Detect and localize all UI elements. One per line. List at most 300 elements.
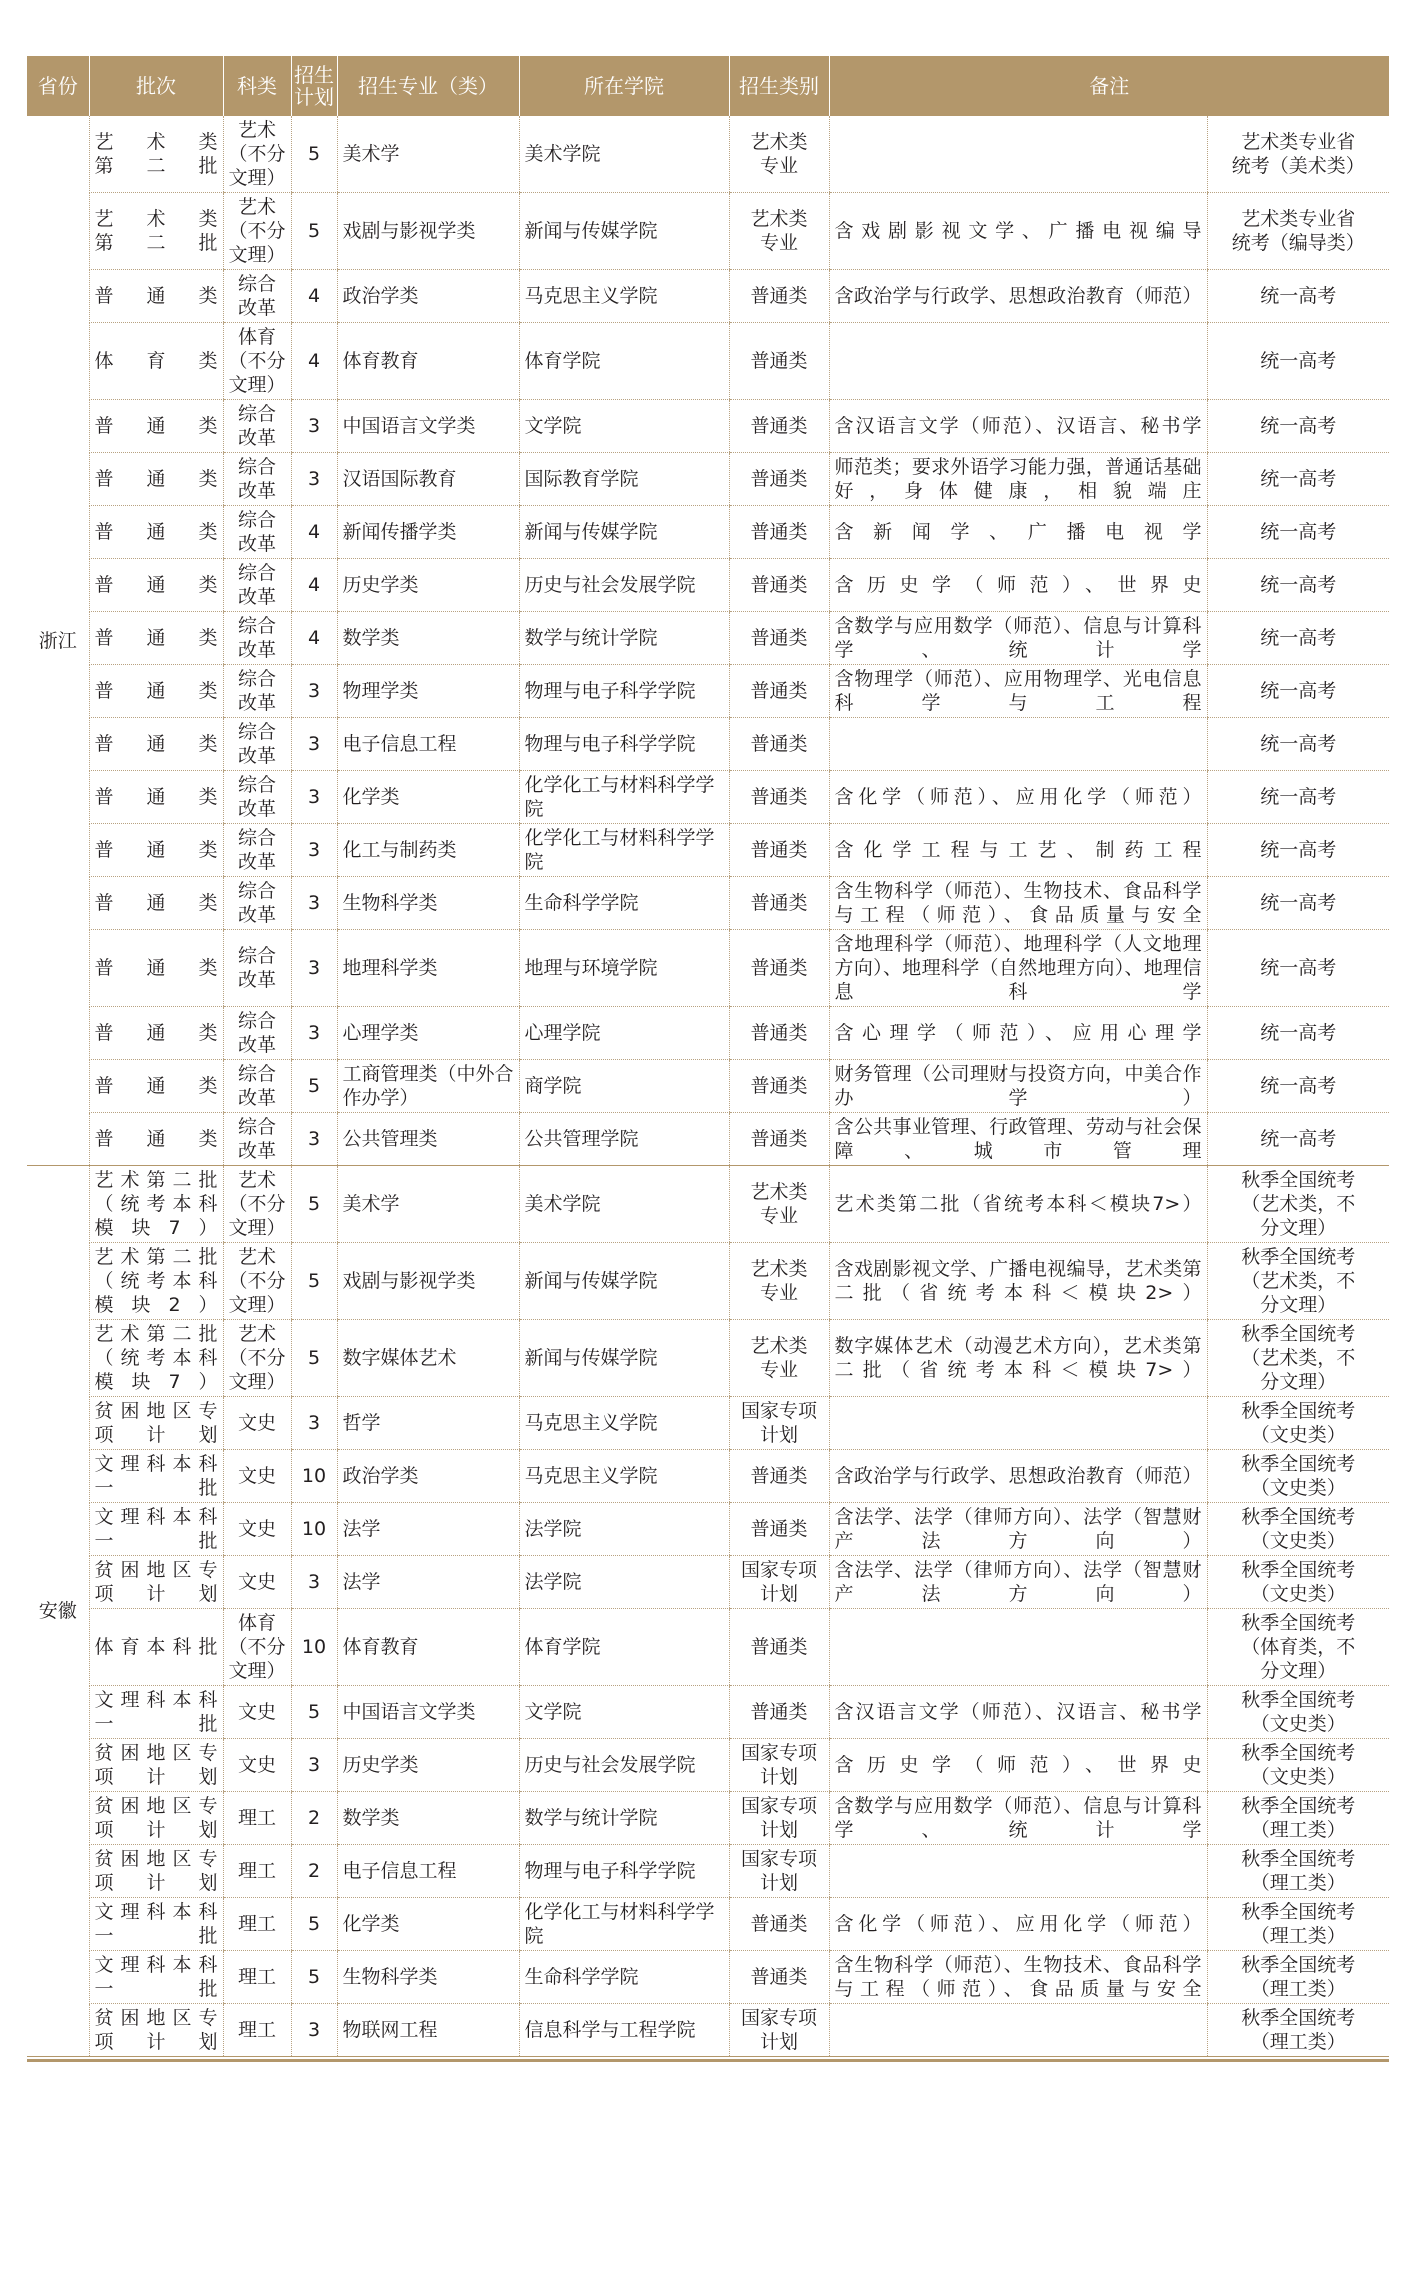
cell-major: 工商管理类（中外合作办学） [337,1060,519,1113]
cell-category: 普通类 [729,400,829,453]
cell-note: 含心理学（师范）、应用心理学 [829,1007,1207,1060]
cell-exam-type: 秋季全国统考 （理工类） [1207,1898,1389,1951]
cell-plan: 3 [291,665,337,718]
cell-college: 商学院 [519,1060,729,1113]
cell-note: 含数学与应用数学（师范）、信息与计算科学、统计学 [829,612,1207,665]
table-row [27,1503,1389,1556]
cell-major: 美术学 [337,1166,519,1243]
cell-note: 含地理科学（师范）、地理科学（人文地理方向）、地理科学（自然地理方向）、地理信息科学 [829,930,1207,1007]
cell-category: 普通类 [729,771,829,824]
cell-category: 普通类 [729,453,829,506]
cell-subject: 综合 改革 [223,665,291,718]
cell-note [829,323,1207,400]
cell-college: 历史与社会发展学院 [519,1739,729,1792]
cell-college: 文学院 [519,1686,729,1739]
cell-major: 物联网工程 [337,2004,519,2057]
cell-major: 历史学类 [337,1739,519,1792]
cell-plan: 5 [291,1686,337,1739]
table-row [27,453,1389,506]
table-row [27,1686,1389,1739]
cell-subject: 艺术 （不分 文理） [223,1243,291,1320]
cell-major: 戏剧与影视学类 [337,193,519,270]
cell-subject: 文史 [223,1556,291,1609]
cell-subject: 综合 改革 [223,1113,291,1166]
cell-batch: 普通类 [89,930,223,1007]
cell-subject: 理工 [223,1951,291,2004]
cell-college: 国际教育学院 [519,453,729,506]
cell-category: 艺术类 专业 [729,1243,829,1320]
cell-batch: 艺术第二批 （统考本科 模块7） [89,1320,223,1397]
cell-batch: 普通类 [89,506,223,559]
cell-category: 国家专项 计划 [729,1792,829,1845]
cell-subject: 综合 改革 [223,771,291,824]
table-header-row [27,56,1389,116]
cell-batch: 体育类 [89,323,223,400]
cell-plan: 10 [291,1450,337,1503]
cell-batch: 普通类 [89,270,223,323]
cell-note: 含汉语言文学（师范）、汉语言、秘书学 [829,400,1207,453]
cell-exam-type: 秋季全国统考 （文史类） [1207,1503,1389,1556]
table-row [27,1007,1389,1060]
cell-plan: 5 [291,193,337,270]
table-row [27,400,1389,453]
cell-subject: 艺术 （不分 文理） [223,116,291,193]
table-row [27,1060,1389,1113]
cell-subject: 文史 [223,1503,291,1556]
cell-note: 含历史学（师范）、世界史 [829,1739,1207,1792]
cell-subject: 综合 改革 [223,559,291,612]
cell-major: 历史学类 [337,559,519,612]
cell-exam-type: 统一高考 [1207,930,1389,1007]
cell-subject: 综合 改革 [223,1007,291,1060]
cell-exam-type: 秋季全国统考 （理工类） [1207,2004,1389,2057]
cell-major: 物理学类 [337,665,519,718]
cell-category: 国家专项 计划 [729,1739,829,1792]
cell-plan: 4 [291,559,337,612]
cell-college: 美术学院 [519,116,729,193]
cell-batch: 普通类 [89,1060,223,1113]
cell-plan: 4 [291,323,337,400]
cell-college: 法学院 [519,1556,729,1609]
cell-category: 普通类 [729,1450,829,1503]
cell-category: 普通类 [729,877,829,930]
header-batch: 批次 [89,56,223,116]
cell-plan: 4 [291,506,337,559]
cell-batch: 艺术类 第二批 [89,193,223,270]
cell-plan: 5 [291,1243,337,1320]
cell-major: 电子信息工程 [337,718,519,771]
cell-plan: 5 [291,116,337,193]
table-row [27,612,1389,665]
cell-plan: 2 [291,1792,337,1845]
header-province: 省份 [27,56,89,116]
cell-subject: 综合 改革 [223,824,291,877]
table-row [27,116,1389,193]
cell-plan: 5 [291,1166,337,1243]
cell-batch: 贫困地区专 项计划 [89,1739,223,1792]
cell-note: 财务管理（公司理财与投资方向，中美合作办学） [829,1060,1207,1113]
cell-batch: 普通类 [89,559,223,612]
cell-major: 汉语国际教育 [337,453,519,506]
cell-major: 生物科学类 [337,877,519,930]
cell-college: 体育学院 [519,1609,729,1686]
header-plan: 招生 计划 [291,56,337,116]
cell-major: 数学类 [337,612,519,665]
cell-note: 含历史学（师范）、世界史 [829,559,1207,612]
table-row [27,1166,1389,1243]
cell-note: 含生物科学（师范）、生物技术、食品科学与工程（师范）、食品质量与安全 [829,877,1207,930]
cell-batch: 文理科本科 一批 [89,1686,223,1739]
cell-category: 艺术类 专业 [729,1166,829,1243]
table-row [27,1898,1389,1951]
cell-exam-type: 统一高考 [1207,453,1389,506]
cell-college: 数学与统计学院 [519,1792,729,1845]
cell-college: 体育学院 [519,323,729,400]
cell-exam-type: 统一高考 [1207,824,1389,877]
table-row [27,877,1389,930]
cell-major: 电子信息工程 [337,1845,519,1898]
cell-batch: 文理科本科 一批 [89,1503,223,1556]
table-row [27,1556,1389,1609]
table-row [27,1951,1389,2004]
cell-note: 含法学、法学（律师方向）、法学（智慧财产法方向） [829,1503,1207,1556]
cell-category: 普通类 [729,1060,829,1113]
cell-major: 中国语言文学类 [337,400,519,453]
cell-category: 普通类 [729,1609,829,1686]
cell-subject: 文史 [223,1450,291,1503]
cell-major: 体育教育 [337,1609,519,1686]
cell-major: 公共管理类 [337,1113,519,1166]
cell-subject: 文史 [223,1397,291,1450]
cell-note: 含化学（师范）、应用化学（师范） [829,771,1207,824]
cell-major: 生物科学类 [337,1951,519,2004]
cell-college: 美术学院 [519,1166,729,1243]
cell-batch: 文理科本科 一批 [89,1450,223,1503]
cell-batch: 艺术第二批 （统考本科 模块7） [89,1166,223,1243]
cell-exam-type: 统一高考 [1207,718,1389,771]
cell-category: 艺术类 专业 [729,1320,829,1397]
cell-batch: 普通类 [89,877,223,930]
table-row [27,771,1389,824]
cell-category: 普通类 [729,612,829,665]
cell-note: 数字媒体艺术（动漫艺术方向），艺术类第二批（省统考本科＜模块7>） [829,1320,1207,1397]
table-row [27,270,1389,323]
table-row [27,1450,1389,1503]
cell-college: 新闻与传媒学院 [519,1243,729,1320]
cell-college: 法学院 [519,1503,729,1556]
cell-college: 马克思主义学院 [519,270,729,323]
cell-category: 普通类 [729,930,829,1007]
cell-exam-type: 秋季全国统考 （理工类） [1207,1951,1389,2004]
cell-subject: 综合 改革 [223,718,291,771]
cell-plan: 3 [291,824,337,877]
cell-province: 浙江 [27,116,89,1166]
cell-category: 普通类 [729,1007,829,1060]
cell-major: 法学 [337,1556,519,1609]
cell-plan: 5 [291,1060,337,1113]
table-row [27,1609,1389,1686]
cell-category: 国家专项 计划 [729,2004,829,2057]
cell-plan: 3 [291,1113,337,1166]
cell-major: 中国语言文学类 [337,1686,519,1739]
cell-major: 政治学类 [337,270,519,323]
cell-batch: 贫困地区专 项计划 [89,2004,223,2057]
cell-college: 新闻与传媒学院 [519,193,729,270]
cell-category: 普通类 [729,824,829,877]
cell-major: 法学 [337,1503,519,1556]
cell-plan: 10 [291,1503,337,1556]
table-row [27,1792,1389,1845]
cell-category: 普通类 [729,1951,829,2004]
cell-exam-type: 秋季全国统考 （文史类） [1207,1397,1389,1450]
cell-note: 含化学工程与工艺、制药工程 [829,824,1207,877]
cell-batch: 普通类 [89,1113,223,1166]
cell-college: 马克思主义学院 [519,1450,729,1503]
cell-college: 信息科学与工程学院 [519,2004,729,2057]
cell-exam-type: 统一高考 [1207,612,1389,665]
cell-subject: 体育 （不分 文理） [223,1609,291,1686]
cell-major: 戏剧与影视学类 [337,1243,519,1320]
cell-subject: 综合 改革 [223,1060,291,1113]
cell-note: 含戏剧影视文学、广播电视编导，艺术类第二批（省统考本科＜模块2>） [829,1243,1207,1320]
table-row [27,1845,1389,1898]
cell-exam-type: 统一高考 [1207,1007,1389,1060]
cell-note: 含新闻学、广播电视学 [829,506,1207,559]
cell-exam-type: 统一高考 [1207,323,1389,400]
cell-subject: 艺术 （不分 文理） [223,193,291,270]
cell-note [829,718,1207,771]
cell-note [829,1609,1207,1686]
table-row [27,1320,1389,1397]
cell-major: 数字媒体艺术 [337,1320,519,1397]
table-row [27,2004,1389,2057]
cell-subject: 综合 改革 [223,877,291,930]
cell-subject: 艺术 （不分 文理） [223,1166,291,1243]
cell-plan: 4 [291,612,337,665]
cell-subject: 艺术 （不分 文理） [223,1320,291,1397]
header-note: 备注 [829,56,1389,116]
cell-plan: 3 [291,453,337,506]
cell-college: 地理与环境学院 [519,930,729,1007]
cell-college: 化学化工与材料科学学院 [519,824,729,877]
cell-category: 国家专项 计划 [729,1397,829,1450]
cell-subject: 理工 [223,1792,291,1845]
cell-exam-type: 统一高考 [1207,400,1389,453]
cell-plan: 4 [291,270,337,323]
cell-subject: 理工 [223,2004,291,2057]
cell-college: 数学与统计学院 [519,612,729,665]
table-row [27,930,1389,1007]
cell-exam-type: 秋季全国统考 （文史类） [1207,1739,1389,1792]
cell-batch: 艺术第二批 （统考本科 模块2） [89,1243,223,1320]
cell-category: 普通类 [729,559,829,612]
cell-exam-type: 艺术类专业省 统考（美术类） [1207,116,1389,193]
cell-major: 新闻传播学类 [337,506,519,559]
cell-category: 普通类 [729,506,829,559]
cell-exam-type: 统一高考 [1207,1060,1389,1113]
header-major: 招生专业（类） [337,56,519,116]
cell-subject: 综合 改革 [223,453,291,506]
cell-plan: 3 [291,877,337,930]
table-row [27,323,1389,400]
cell-college: 物理与电子科学学院 [519,718,729,771]
cell-major: 美术学 [337,116,519,193]
cell-plan: 3 [291,1397,337,1450]
cell-category: 艺术类 专业 [729,116,829,193]
cell-batch: 贫困地区专 项计划 [89,1397,223,1450]
cell-batch: 贫困地区专 项计划 [89,1845,223,1898]
cell-plan: 3 [291,2004,337,2057]
cell-exam-type: 统一高考 [1207,559,1389,612]
cell-major: 哲学 [337,1397,519,1450]
cell-batch: 普通类 [89,665,223,718]
cell-batch: 普通类 [89,1007,223,1060]
cell-college: 化学化工与材料科学学院 [519,1898,729,1951]
cell-category: 国家专项 计划 [729,1556,829,1609]
cell-exam-type: 统一高考 [1207,771,1389,824]
cell-batch: 贫困地区专 项计划 [89,1792,223,1845]
cell-subject: 综合 改革 [223,612,291,665]
cell-subject: 综合 改革 [223,400,291,453]
cell-subject: 文史 [223,1739,291,1792]
cell-major: 化学类 [337,771,519,824]
cell-exam-type: 统一高考 [1207,1113,1389,1166]
cell-batch: 文理科本科 一批 [89,1898,223,1951]
cell-note [829,1397,1207,1450]
cell-exam-type: 秋季全国统考 （艺术类，不 分文理） [1207,1243,1389,1320]
table-row [27,718,1389,771]
cell-category: 国家专项 计划 [729,1845,829,1898]
cell-plan: 10 [291,1609,337,1686]
cell-note: 含公共事业管理、行政管理、劳动与社会保障、城市管理 [829,1113,1207,1166]
cell-batch: 艺术类 第二批 [89,116,223,193]
table-row [27,506,1389,559]
cell-exam-type: 秋季全国统考 （文史类） [1207,1686,1389,1739]
cell-exam-type: 秋季全国统考 （艺术类，不 分文理） [1207,1166,1389,1243]
cell-college: 马克思主义学院 [519,1397,729,1450]
cell-category: 普通类 [729,1686,829,1739]
cell-subject: 理工 [223,1845,291,1898]
cell-exam-type: 秋季全国统考 （理工类） [1207,1792,1389,1845]
cell-batch: 普通类 [89,612,223,665]
cell-note: 含数学与应用数学（师范）、信息与计算科学、统计学 [829,1792,1207,1845]
cell-subject: 综合 改革 [223,930,291,1007]
cell-college: 公共管理学院 [519,1113,729,1166]
table-row [27,1113,1389,1166]
cell-plan: 3 [291,400,337,453]
cell-major: 政治学类 [337,1450,519,1503]
cell-plan: 5 [291,1320,337,1397]
cell-note: 含汉语言文学（师范）、汉语言、秘书学 [829,1686,1207,1739]
cell-note [829,2004,1207,2057]
table-row [27,824,1389,877]
cell-batch: 普通类 [89,718,223,771]
table-bottom-rule [27,2059,1389,2062]
cell-batch: 文理科本科 一批 [89,1951,223,2004]
admissions-table [27,56,1389,2057]
cell-plan: 5 [291,1898,337,1951]
cell-batch: 普通类 [89,453,223,506]
cell-exam-type: 统一高考 [1207,665,1389,718]
table-row [27,1739,1389,1792]
cell-subject: 综合 改革 [223,506,291,559]
header-subject: 科类 [223,56,291,116]
cell-plan: 3 [291,771,337,824]
cell-major: 数学类 [337,1792,519,1845]
cell-note: 含政治学与行政学、思想政治教育（师范） [829,270,1207,323]
cell-college: 心理学院 [519,1007,729,1060]
cell-plan: 2 [291,1845,337,1898]
cell-plan: 3 [291,1556,337,1609]
cell-exam-type: 秋季全国统考 （理工类） [1207,1845,1389,1898]
cell-college: 新闻与传媒学院 [519,1320,729,1397]
cell-note: 含政治学与行政学、思想政治教育（师范） [829,1450,1207,1503]
cell-category: 普通类 [729,323,829,400]
cell-subject: 文史 [223,1686,291,1739]
cell-plan: 5 [291,1951,337,2004]
cell-exam-type: 秋季全国统考 （文史类） [1207,1556,1389,1609]
cell-exam-type: 统一高考 [1207,506,1389,559]
cell-college: 新闻与传媒学院 [519,506,729,559]
table-row [27,1243,1389,1320]
cell-batch: 普通类 [89,824,223,877]
cell-exam-type: 秋季全国统考 （文史类） [1207,1450,1389,1503]
cell-exam-type: 艺术类专业省 统考（编导类） [1207,193,1389,270]
table-row [27,1397,1389,1450]
cell-note: 含化学（师范）、应用化学（师范） [829,1898,1207,1951]
cell-note [829,1845,1207,1898]
cell-batch: 普通类 [89,400,223,453]
cell-province: 安徽 [27,1166,89,2057]
table-row [27,559,1389,612]
cell-subject: 综合 改革 [223,270,291,323]
cell-category: 普通类 [729,1113,829,1166]
cell-note [829,116,1207,193]
table-body [27,116,1389,2057]
cell-plan: 3 [291,1739,337,1792]
cell-category: 普通类 [729,270,829,323]
header-category: 招生类别 [729,56,829,116]
cell-batch: 普通类 [89,771,223,824]
cell-plan: 3 [291,930,337,1007]
cell-note: 含戏剧影视文学、广播电视编导 [829,193,1207,270]
header-college: 所在学院 [519,56,729,116]
cell-college: 文学院 [519,400,729,453]
cell-subject: 理工 [223,1898,291,1951]
cell-exam-type: 秋季全国统考 （艺术类，不 分文理） [1207,1320,1389,1397]
cell-batch: 体育本科批 [89,1609,223,1686]
cell-major: 地理科学类 [337,930,519,1007]
cell-category: 普通类 [729,1503,829,1556]
cell-exam-type: 统一高考 [1207,270,1389,323]
cell-note: 含生物科学（师范）、生物技术、食品科学与工程（师范）、食品质量与安全 [829,1951,1207,2004]
cell-major: 心理学类 [337,1007,519,1060]
cell-plan: 3 [291,1007,337,1060]
cell-college: 生命科学学院 [519,877,729,930]
cell-note: 含物理学（师范）、应用物理学、光电信息科学与工程 [829,665,1207,718]
cell-major: 体育教育 [337,323,519,400]
cell-category: 普通类 [729,718,829,771]
table-row [27,665,1389,718]
cell-note: 含法学、法学（律师方向）、法学（智慧财产法方向） [829,1556,1207,1609]
cell-note: 艺术类第二批（省统考本科＜模块7>） [829,1166,1207,1243]
cell-major: 化工与制药类 [337,824,519,877]
cell-category: 普通类 [729,1898,829,1951]
cell-batch: 贫困地区专 项计划 [89,1556,223,1609]
cell-note: 师范类；要求外语学习能力强，普通话基础好，身体健康，相貌端庄 [829,453,1207,506]
cell-college: 物理与电子科学学院 [519,1845,729,1898]
cell-college: 历史与社会发展学院 [519,559,729,612]
